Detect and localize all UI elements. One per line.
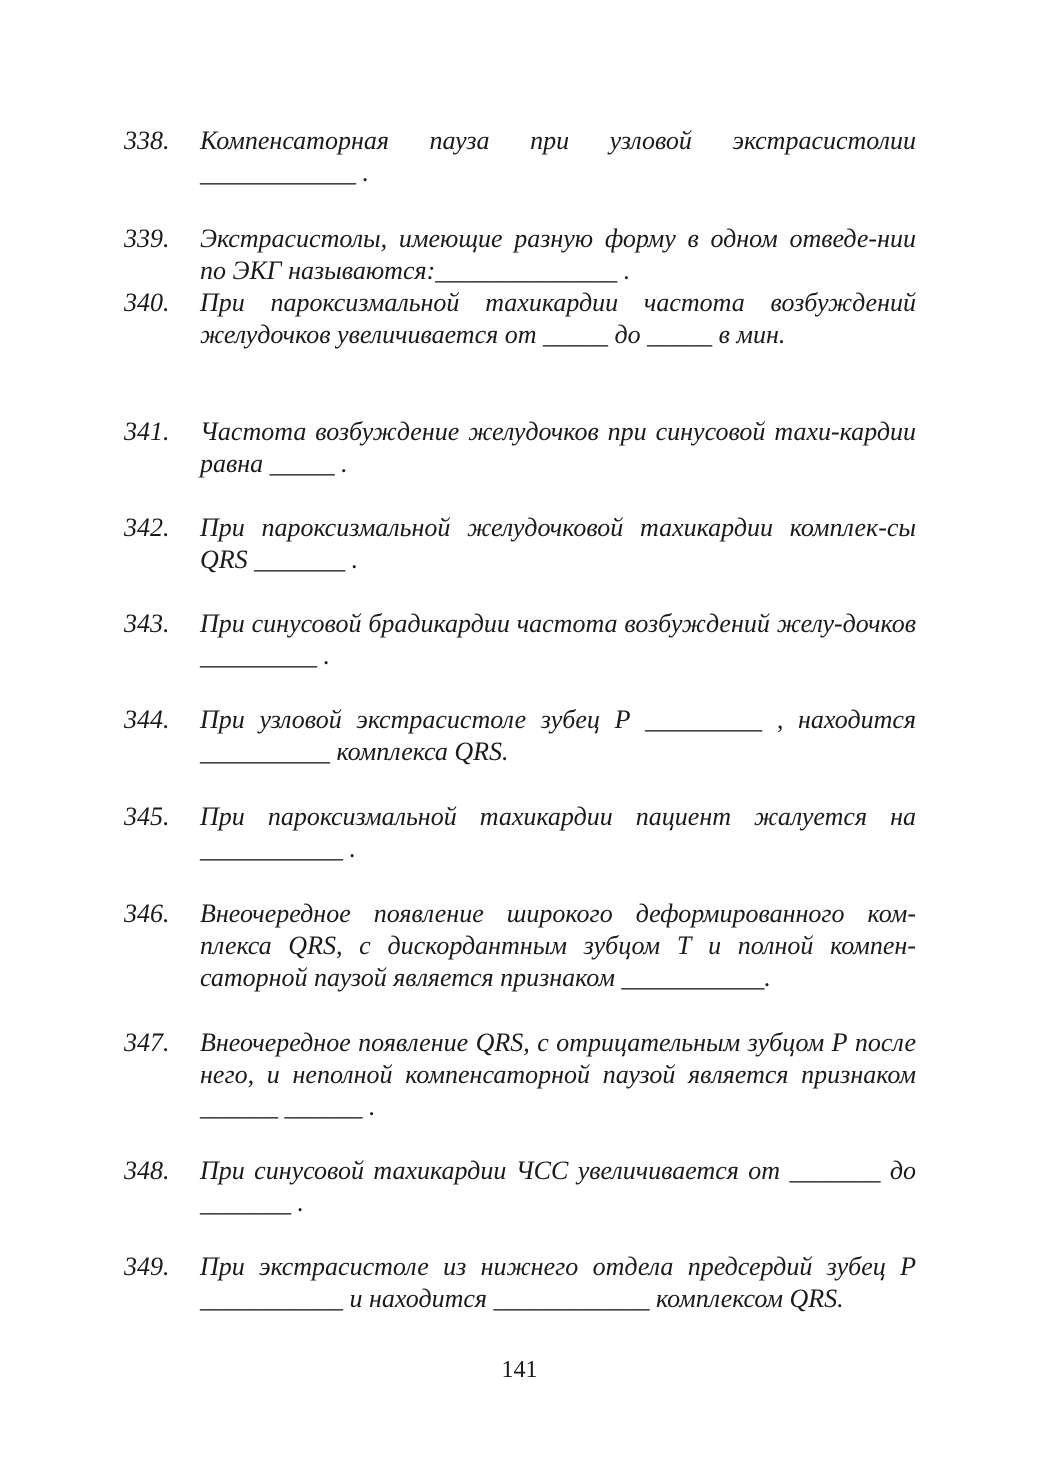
question-text: При узловой экстрасистоле зубец Р _________ , находится __________ комплекса QRS. [200, 705, 923, 766]
question-number: 342. [124, 513, 170, 542]
question-346 [124, 898, 916, 994]
question-349 [124, 1251, 923, 1315]
question-number: 343. [124, 609, 170, 638]
question-text: Частота возбуждение желудочков при синусовой тахи-кардии равна _____ . [200, 417, 923, 478]
question-348 [124, 1155, 923, 1219]
question-number: 349. [124, 1252, 170, 1281]
question-340 [124, 287, 923, 351]
question-text: Компенсаторная пауза при узловой экстрасистолии ____________ . [200, 126, 923, 187]
question-339 [124, 223, 923, 287]
question-number: 340. [124, 288, 170, 317]
page-number: 141 [501, 1357, 538, 1383]
question-number: 348. [124, 1156, 170, 1185]
question-342 [124, 512, 923, 576]
question-number: 341. [124, 417, 170, 446]
question-text: При синусовой брадикардии частота возбуждений желу-дочков _________ . [200, 609, 923, 670]
question-text: Внеочередное появление широкого деформированного ком-плекса QRS, с дискордантным зубцом Т и полной компен-саторной паузой является признаком ___________. [200, 899, 916, 992]
question-text: Экстрасистолы, имеющие разную форму в одном отведе-нии по ЭКГ называются:______________ . [200, 224, 923, 285]
question-text: При синусовой тахикардии ЧСС увеличивается от _______ до _______ . [200, 1156, 923, 1217]
question-345 [124, 801, 923, 865]
question-number: 344. [124, 705, 170, 734]
question-number: 347. [124, 1028, 170, 1057]
question-text: При пароксизмальной тахикардии пациент жалуется на ___________ . [200, 802, 923, 863]
question-344 [124, 704, 923, 768]
question-text: Внеочередное появление QRS, с отрицательным зубцом Р после него, и неполной компенсаторной паузой является признаком ______ ______ . [200, 1028, 923, 1121]
question-text: При пароксизмальной тахикардии частота возбуждений желудочков увеличивается от _____ до _____ в мин. [200, 288, 923, 349]
question-338 [124, 125, 923, 189]
question-text: При пароксизмальной желудочковой тахикардии комплек-сы QRS _______ . [200, 513, 923, 574]
question-number: 346. [124, 899, 170, 928]
question-343 [124, 608, 923, 672]
question-number: 345. [124, 802, 170, 831]
question-number: 339. [124, 224, 170, 253]
question-341 [124, 416, 923, 480]
question-347 [124, 1027, 923, 1123]
question-text: При экстрасистоле из нижнего отдела предсердий зубец Р ___________ и находится ____________ комплексом QRS. [200, 1252, 923, 1313]
question-number: 338. [124, 126, 170, 155]
